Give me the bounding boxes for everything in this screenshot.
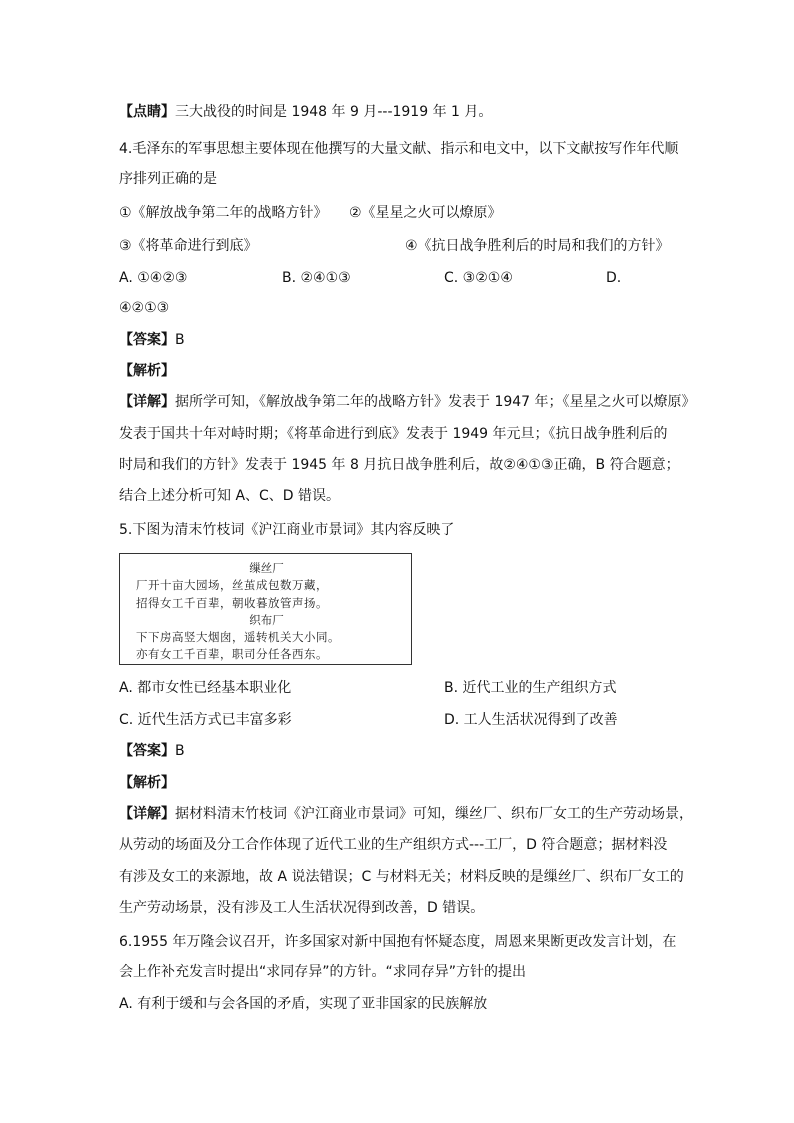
poem-title-1: 缫丝厂 — [249, 561, 284, 575]
q4-detail-line4: 结合上述分析可知 A、C、D 错误。 — [119, 488, 341, 504]
q5-answer-line — [119, 741, 185, 761]
q5-option-b: B. 近代工业的生产组织方式 — [444, 680, 617, 696]
q5-option-d: D. 工人生活状况得到了改善 — [444, 712, 618, 728]
q5-detail-line4: 生产劳动场景，没有涉及工人生活状况得到改善，D 错误。 — [119, 900, 485, 916]
q4-option-a: A. ①④②③ — [119, 270, 188, 286]
q4-analysis-tag: 【解析】 — [119, 363, 175, 379]
dianjing-line — [119, 102, 492, 122]
q4-detail-text1: 据所学可知，《解放战争第二年的战略方针》发表于 1947 年；《星星之火可以燎原》 — [175, 394, 696, 410]
q4-detail-line3: 时局和我们的方针》发表于 1945 年 8 月抗日战争胜利后，故②④①③正确，B 符合题意； — [119, 457, 680, 473]
q5-detail-line1 — [119, 804, 693, 824]
q5-detail-line3: 有涉及女工的来源地，故 A 说法错误；C 与材料无关；材料反映的是缫丝厂、织布厂女工的 — [119, 869, 684, 885]
q5-stem: 5.下图为清末竹枝词《沪江商业市景词》其内容反映了 — [119, 522, 455, 538]
q5-answer-tag: 【答案】 — [119, 743, 175, 759]
q5-option-a: A. 都市女性已经基本职业化 — [119, 680, 292, 696]
poem-image — [119, 553, 412, 665]
q4-item-2: ②《星星之火可以燎原》 — [349, 205, 502, 221]
q4-item-4: ④《抗日战争胜利后的时局和我们的方针》 — [405, 238, 670, 254]
q4-stem-line1: 4.毛泽东的军事思想主要体现在他撰写的大量文献、指示和电文中，以下文献按写作年代顺 — [119, 141, 679, 157]
dianjing-text: 三大战役的时间是 1948 年 9 月---1919 年 1 月。 — [175, 104, 493, 120]
dianjing-tag: 【点睛】 — [119, 104, 175, 120]
q5-detail-tag: 【详解】 — [119, 806, 175, 822]
q4-answer-line — [119, 330, 185, 350]
q4-option-d-value: ④②①③ — [119, 300, 170, 316]
q4-item-1: ①《解放战争第二年的战略方针》 — [119, 205, 328, 221]
q4-item-3: ③《将革命进行到底》 — [119, 238, 258, 254]
q4-answer: B — [175, 332, 185, 348]
q5-detail-line2: 从劳动的场面及分工合作体现了近代工业的生产组织方式---工厂，D 符合题意；据材料没 — [119, 837, 668, 853]
q5-analysis-tag: 【解析】 — [119, 775, 175, 791]
q5-answer: B — [175, 743, 185, 759]
q5-detail-text1: 据材料清末竹枝词《沪江商业市景词》可知，缫丝厂、织布厂女工的生产劳动场景， — [175, 806, 693, 822]
q4-option-c: C. ③②①④ — [444, 270, 513, 286]
q4-detail-line2: 发表于国共十年对峙时期；《将革命进行到底》发表于 1949 年元旦；《抗日战争胜利后的 — [119, 426, 668, 442]
poem-title-2: 织布厂 — [249, 613, 284, 627]
q4-stem-line2: 序排列正确的是 — [119, 171, 217, 187]
q4-option-d-label: D. — [606, 270, 622, 286]
q6-option-a: A. 有利于缓和与会各国的矛盾，实现了亚非国家的民族解放 — [119, 996, 488, 1012]
q4-detail-line1 — [119, 392, 696, 412]
poem-line-1: 厂开十亩大园场，丝茧成包数万藏， — [136, 578, 328, 592]
q5-option-c: C. 近代生活方式已丰富多彩 — [119, 712, 292, 728]
poem-line-4: 亦有女工千百辈，职司分任各西东。 — [136, 647, 328, 661]
poem-line-3: 下下房高竖大烟囱，遥转机关大小同。 — [136, 630, 340, 644]
q4-detail-tag: 【详解】 — [119, 394, 175, 410]
q6-stem-line1: 6.1955 年万隆会议召开，许多国家对新中国抱有怀疑态度，周恩来果断更改发言计划，在 — [119, 934, 677, 950]
poem-line-2: 招得女工千百辈，朝收暮放管声扬。 — [136, 596, 328, 610]
q6-stem-line2: 会上作补充发言时提出“求同存异”的方针。“求同存异”方针的提出 — [119, 964, 527, 980]
q4-answer-tag: 【答案】 — [119, 332, 175, 348]
q4-option-b: B. ②④①③ — [282, 270, 351, 286]
